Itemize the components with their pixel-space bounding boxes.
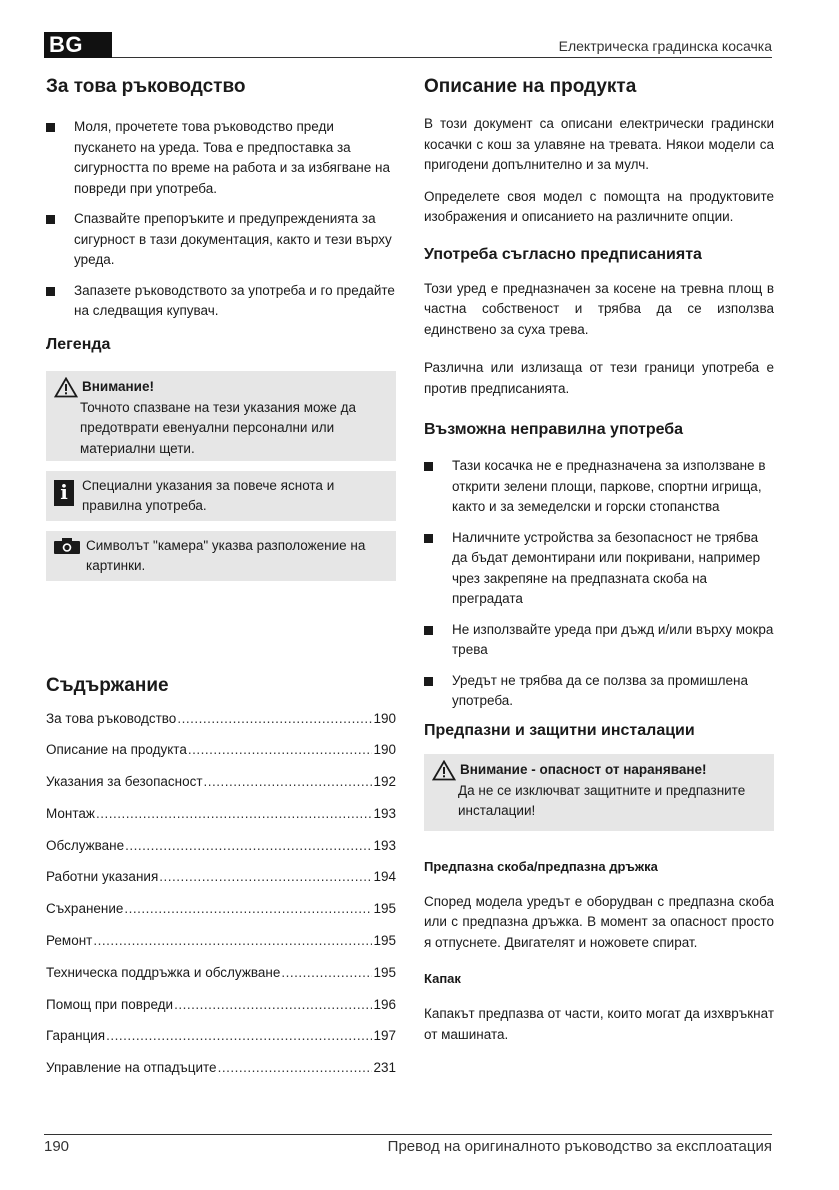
protection-warning-box — [424, 754, 774, 831]
toc-row: Описание на продукта ..... 190 — [46, 742, 396, 774]
toc-heading: Съдържание — [46, 674, 169, 696]
right-column — [424, 72, 774, 1045]
guard-heading: Предпазна скоба/предпазна дръжка — [424, 858, 658, 874]
warning-triangle-icon — [432, 760, 456, 781]
misuse-heading: Възможна неправилна употреба — [424, 421, 684, 438]
toc-row: Съхранение ..... 195 — [46, 901, 396, 933]
toc-row: Указания за безопасност ..... 192 — [46, 774, 396, 806]
bullet-icon — [46, 215, 55, 224]
about-bullets — [46, 117, 396, 322]
toc-row: Помощ при повреди ..... 196 — [46, 997, 396, 1029]
legend-info-box — [46, 471, 396, 521]
intended-use-heading: Употреба съгласно предписанията — [424, 245, 702, 263]
bullet-icon — [424, 626, 433, 635]
header-rule — [112, 57, 772, 58]
list-item: Уредът не трябва да се ползва за промишлена употреба. — [424, 671, 774, 712]
warning-triangle-icon — [54, 377, 78, 398]
toc-row: Работни указания ..... 194 — [46, 869, 396, 901]
legend-heading: Легенда — [46, 335, 111, 353]
list-item: Спазвайте препоръките и предупрежденията за сигурност в тази документация, както и тези върху уреда. — [46, 209, 396, 271]
toc-row: Монтаж ..... 193 — [46, 806, 396, 838]
guard-paragraph: Според модела уредът е оборудван с предпазна скоба или с предпазна дръжка. В момент за опасност просто я отпуснете. Двигателят и ножовете спират. — [424, 893, 774, 950]
list-item: Наличните устройства за безопасност не трябва да бъдат демонтирани или покривани, например чрез закрепяне на предпазната скоба на преградата — [424, 528, 774, 610]
warning-text: Да не се изключват защитните и предпазните инсталации! — [458, 782, 746, 818]
bullet-icon — [424, 677, 433, 686]
intended-use-paragraph-2: Различна или излизаща от тези граници употреба е против предписанията. — [424, 360, 774, 396]
camera-text: Символът "камера" указва разположение на картинки. — [86, 537, 366, 573]
toc-row: Обслужване ..... 193 — [46, 838, 396, 870]
toc-row: Ремонт ..... 195 — [46, 933, 396, 965]
warning-title: Внимание - опасност от нараняване! — [460, 761, 707, 777]
toc-row: За това ръководство ..... 190 — [46, 711, 396, 743]
list-item: Моля, прочетете това ръководство преди пускането на уреда. Това е предпоставка за сигурността по време на работа и за избягване на повреди при употреба. — [46, 117, 396, 199]
left-column — [46, 72, 396, 1092]
warning-header — [432, 760, 766, 781]
legend-camera-box — [46, 531, 396, 581]
footer-rule — [44, 1134, 772, 1135]
warning-text: Точното спазване на тези указания може да предотврати евенуални персонални или материални щети. — [80, 399, 357, 456]
intended-use-paragraph-1: Този уред е предназначен за косене на тревна площ в частна собственост и трябва да се използва единствено за суха трева. — [424, 280, 774, 337]
info-text: Специални указания за повече яснота и правилна употреба. — [82, 477, 335, 513]
product-heading: Описание на продукта — [424, 76, 637, 97]
bullet-icon — [46, 123, 55, 132]
cover-paragraph: Капакът предпазва от части, които могат да изхвръкнат от машината. — [424, 1006, 774, 1042]
list-item: Тази косачка не е предназначена за използване в открити зелени площи, паркове, спортни игрища, както и за земеделски и горски стопанства — [424, 456, 774, 518]
language-badge: BG — [44, 32, 112, 58]
misuse-bullets — [424, 456, 774, 712]
warning-title: Внимание! — [82, 378, 154, 394]
camera-icon — [54, 538, 80, 554]
bullet-icon — [424, 534, 433, 543]
page-number: 190 — [44, 1138, 70, 1155]
protection-heading: Предпазни и защитни инсталации — [424, 721, 695, 739]
list-item: Не използвайте уреда при дъжд и/или върху мокра трева — [424, 620, 774, 661]
info-icon: i — [54, 480, 74, 506]
list-item: Запазете ръководството за употреба и го предайте на следващия купувач. — [46, 281, 396, 322]
header-title: Електрическа градинска косачка — [558, 38, 772, 54]
toc-row: Гаранция ..... 197 — [46, 1028, 396, 1060]
cover-heading: Капак — [424, 971, 461, 986]
bullet-icon — [424, 462, 433, 471]
legend-warning-box — [46, 371, 396, 461]
footer-text: Превод на оригиналното ръководство за експлоатация — [387, 1138, 772, 1155]
product-paragraph-2: Определете своя модел с помощта на продуктовите изображения и описанието на различните опции. — [424, 188, 774, 224]
toc-list — [46, 711, 396, 1093]
toc-row: Управление на отпадъците ..... 231 — [46, 1060, 396, 1092]
warning-header — [54, 377, 388, 398]
toc-row: Техническа поддръжка и обслужване ..... 195 — [46, 965, 396, 997]
product-paragraph-1: В този документ са описани електрически градински косачки с кош за улавяне на тревата. Някои модели са пригодени допълнително и за мулч. — [424, 116, 774, 172]
bullet-icon — [46, 287, 55, 296]
about-heading: За това ръководство — [46, 76, 246, 97]
